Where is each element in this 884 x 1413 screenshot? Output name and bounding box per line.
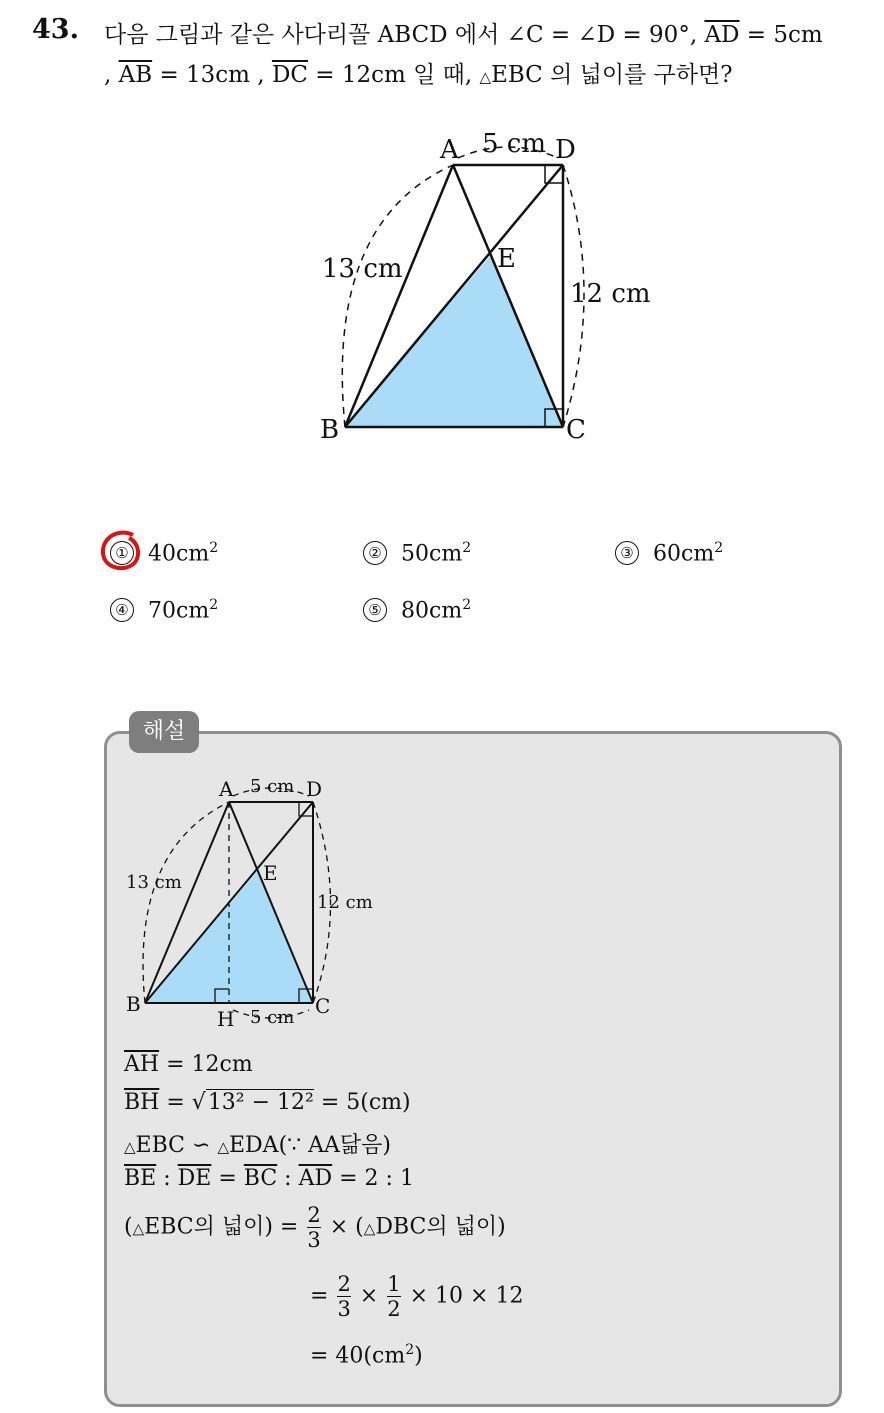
triangle-symbol: △ — [363, 1219, 376, 1238]
solution-line-ah — [124, 1052, 253, 1077]
choice-value: 60cm — [653, 541, 715, 567]
numerator: 2 — [337, 1272, 351, 1296]
segment-de: $\overline{DE}$ — [177, 1166, 212, 1191]
numerator: 1 — [387, 1272, 401, 1296]
choice-exponent: 2 — [714, 540, 724, 556]
label-c: C — [315, 994, 331, 1018]
length-ab: 13 cm — [126, 872, 182, 893]
segment-ab: $\overline{AB}$ — [118, 62, 153, 88]
label-b: B — [126, 992, 141, 1016]
solution-line-calc — [310, 1272, 523, 1321]
label-b: B — [320, 415, 340, 445]
label-a: A — [440, 135, 459, 165]
fraction — [387, 1272, 400, 1321]
choice-number: ④ — [110, 598, 134, 622]
solution-text: = 12cm — [159, 1052, 253, 1077]
choice-value: 50cm — [401, 541, 463, 567]
segment-bh: $\overline{BH}$ — [124, 1090, 160, 1115]
triangle-symbol: △ — [217, 1138, 229, 1156]
question-text-line1 — [104, 16, 823, 49]
segment-ad: $\overline{AD}$ — [298, 1166, 333, 1191]
solution-text: = 5(cm) — [313, 1090, 411, 1115]
segment-ah: $\overline{AH}$ — [124, 1052, 160, 1077]
segment-bc: $\overline{BC}$ — [243, 1166, 278, 1191]
choice-number: ⑤ — [363, 598, 387, 622]
question-text-part: 다음 그림과 같은 사다리꼴 ABCD 에서 ∠C = ∠D = 90°, — [104, 22, 698, 48]
solution-text: = 40(cm — [310, 1343, 406, 1369]
denominator: 2 — [387, 1297, 401, 1321]
choice-exponent: 2 — [462, 597, 472, 613]
question-text-part: , — [104, 62, 119, 88]
length-ad: 5 cm — [250, 776, 295, 797]
label-a: A — [219, 777, 234, 801]
solution-text: = — [310, 1283, 336, 1309]
trapezoid-figure — [300, 122, 651, 452]
choice-exponent: 2 — [209, 540, 219, 556]
choice-value: 40cm — [148, 541, 210, 567]
solution-line-bh — [124, 1090, 411, 1115]
fraction — [337, 1272, 350, 1321]
question-text-part: = 12cm 일 때, — [307, 62, 480, 88]
numerator: 2 — [307, 1203, 321, 1227]
length-ad: 5 cm — [482, 129, 547, 159]
solution-text: DBC의 넓이) — [375, 1214, 506, 1240]
choice-number: ③ — [615, 541, 639, 565]
solution-text: ) — [414, 1343, 423, 1369]
sqrt-symbol: √ — [191, 1090, 206, 1115]
label-h: H — [217, 1007, 235, 1031]
label-d: D — [555, 135, 576, 165]
solution-text: = 2 : 1 — [332, 1166, 414, 1191]
solution-text: EDA(∵ AA닮음) — [228, 1133, 392, 1158]
solution-line-similar — [124, 1128, 391, 1159]
solution-text: EBC ∽ — [135, 1133, 218, 1158]
choice-number: ① — [110, 541, 134, 565]
triangle-symbol: △ — [479, 68, 492, 86]
exponent: 2 — [405, 1342, 415, 1358]
length-dc: 12 cm — [317, 892, 373, 913]
question-number: 43. — [32, 14, 79, 45]
solution-line-area — [124, 1203, 506, 1252]
solution-line-ratio — [124, 1166, 414, 1191]
choice-value: 80cm — [401, 598, 463, 624]
solution-text: × 10 × 12 — [402, 1283, 524, 1309]
label-e: E — [263, 861, 278, 885]
segment-be: $\overline{BE}$ — [124, 1166, 157, 1191]
choice-exponent: 2 — [209, 597, 219, 613]
question-text-part: EBC 의 넓이를 구하면? — [491, 62, 733, 88]
label-e: E — [497, 244, 516, 274]
solution-tag: 해설 — [129, 711, 199, 753]
label-c: C — [566, 415, 586, 445]
choice-value: 70cm — [148, 598, 210, 624]
question-text-line2 — [104, 56, 733, 89]
choice-2[interactable] — [363, 540, 471, 566]
solution-text: ( — [124, 1214, 133, 1240]
solution-text: : — [277, 1166, 299, 1191]
length-hc: 5 cm — [250, 1007, 295, 1028]
choice-exponent: 2 — [462, 540, 472, 556]
denominator: 3 — [337, 1297, 351, 1321]
choice-1[interactable] — [110, 540, 218, 566]
choice-4[interactable] — [110, 597, 218, 623]
solution-line-result — [310, 1342, 423, 1368]
label-d: D — [306, 777, 323, 801]
solution-text: × ( — [322, 1214, 364, 1240]
radicand: 13² − 12² — [207, 1090, 314, 1115]
solution-text: EBC의 넓이) = — [144, 1214, 306, 1240]
triangle-symbol: △ — [124, 1138, 136, 1156]
length-ab: 13 cm — [322, 254, 403, 284]
solution-figure — [120, 770, 380, 1035]
solution-text: = — [211, 1166, 244, 1191]
choice-5[interactable] — [363, 597, 471, 623]
length-dc: 12 cm — [570, 279, 651, 309]
choice-3[interactable] — [615, 540, 723, 566]
solution-text: : — [156, 1166, 178, 1191]
question-text-part: = 13cm , — [152, 62, 272, 88]
fraction — [307, 1203, 320, 1252]
solution-text: = — [159, 1090, 192, 1115]
question-text-part: = 5cm — [739, 22, 823, 48]
choice-number: ② — [363, 541, 387, 565]
denominator: 3 — [307, 1228, 321, 1252]
segment-ad: $\overline{AD}$ — [704, 22, 740, 48]
triangle-symbol: △ — [132, 1219, 145, 1238]
solution-text: × — [352, 1283, 386, 1309]
segment-dc: $\overline{DC}$ — [271, 62, 308, 88]
